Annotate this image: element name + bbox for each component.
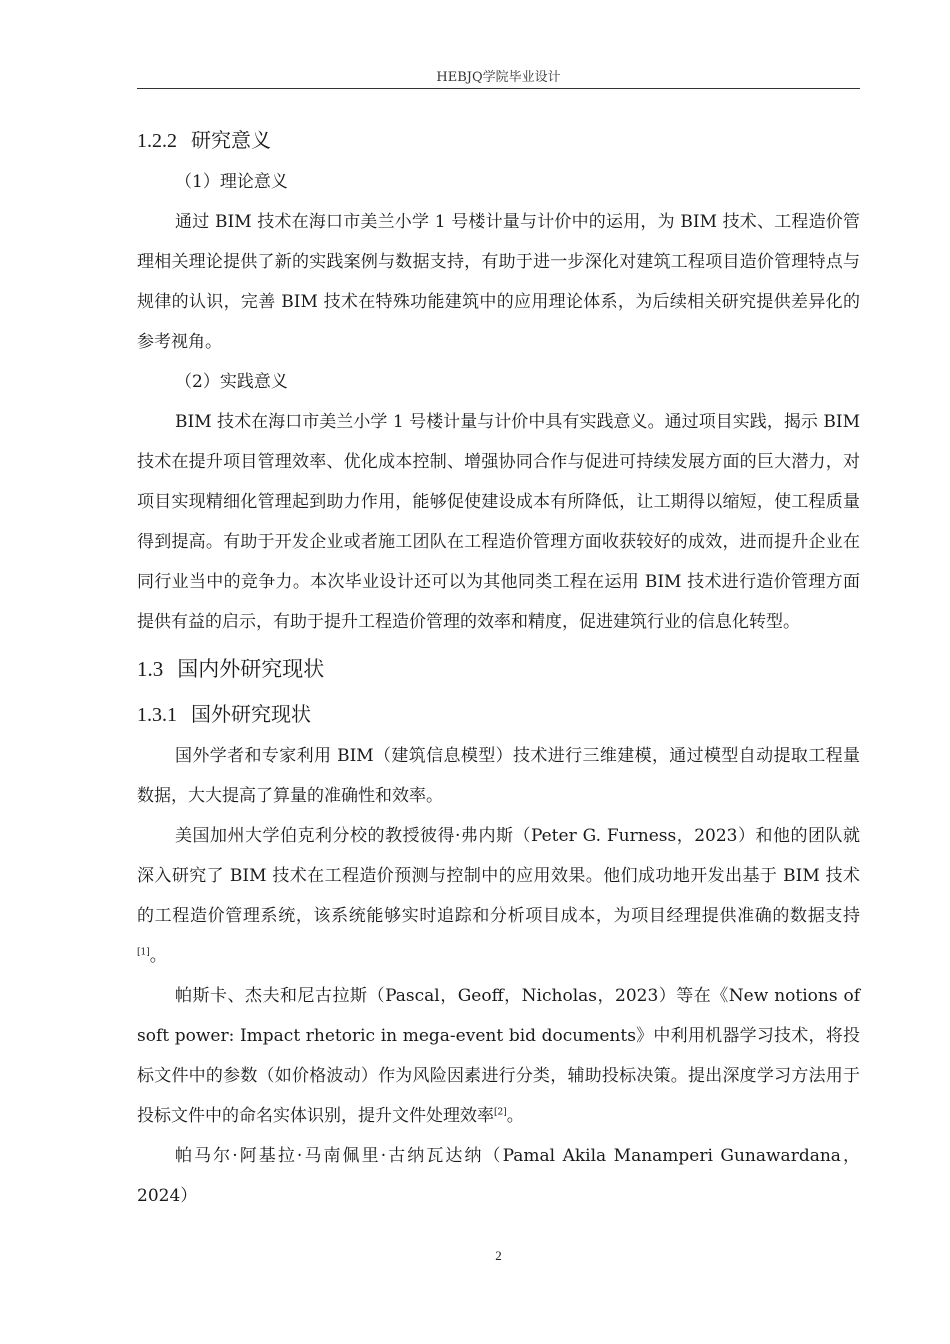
subheading-practice: （2）实践意义	[175, 372, 288, 392]
paragraph-practice: BIM 技术在海口市美兰小学 1 号楼计量与计价中具有实践意义。通过项目实践，揭示 BIM 技术在提升项目管理效率、优化成本控制、增强协同合作与促进可持续发展方面的巨大潜力，对项目实现精细化管理起到助力作用，能够促使建设成本有所降低，让工期得以缩短，使工程质量得到提高。有助于开发企业或者施工团队在工程造价管理方面收获较好的成效，进而提升企业在同行业当中的竞争力。本次毕业设计还可以为其他同类工程在运用 BIM 技术进行造价管理方面提供有益的启示，有助于提升工程造价管理的效率和精度，促进建筑行业的信息化转型。	[137, 412, 860, 632]
paragraph-foreign-2	[137, 816, 860, 976]
heading-1-3-1	[137, 692, 860, 736]
heading-number: 1.3.1	[137, 704, 177, 726]
paragraph-end: 。	[149, 946, 167, 966]
paragraph-foreign-4: 帕马尔·阿基拉·马南佩里·古纳瓦达纳（Pamal Akila Manamperi Gunawardana，2024）	[137, 1146, 860, 1206]
heading-number: 1.3	[137, 657, 164, 681]
paragraph-text: 帕斯卡、杰夫和尼古拉斯（Pascal，Geoff，Nicholas，2023）等在《New notions of soft power: Impact rhetoric in mega-event bid documents》中利用机器学习技术，将投标文件中的参数（如价格波动）作为风险因素进行分类，辅助投标决策。提出深度学习方法用于投标文件中的命名实体识别，提升文件处理效率	[137, 986, 860, 1126]
heading-number: 1.2.2	[137, 130, 177, 152]
paragraph-text: 美国加州大学伯克利分校的教授彼得·弗内斯（Peter G. Furness，2023）和他的团队就深入研究了 BIM 技术在工程造价预测与控制中的应用效果。他们成功地开发出基于 BIM 技术的工程造价管理系统，该系统能够实时追踪和分析项目成本，为项目经理提供准确的数据支持	[137, 826, 860, 926]
header-rule	[137, 88, 860, 89]
paragraph-foreign-3	[137, 976, 860, 1136]
paragraph-foreign-1: 国外学者和专家利用 BIM（建筑信息模型）技术进行三维建模，通过模型自动提取工程量数据，大大提高了算量的准确性和效率。	[137, 746, 860, 806]
paragraph-end: 。	[506, 1106, 524, 1126]
heading-1-2-2	[137, 118, 860, 162]
citation-ref-1: [1]	[137, 947, 150, 958]
heading-1-3	[137, 646, 860, 692]
page-number: 2	[495, 1248, 502, 1263]
paragraph-theory: 通过 BIM 技术在海口市美兰小学 1 号楼计量与计价中的运用，为 BIM 技术、工程造价管理相关理论提供了新的实践案例与数据支持，有助于进一步深化对建筑工程项目造价管理特点与规律的认识，完善 BIM 技术在特殊功能建筑中的应用理论体系，为后续相关研究提供差异化的参考视角。	[137, 212, 860, 352]
page-header: HEBJQ学院毕业设计	[436, 70, 561, 85]
heading-text: 国内外研究现状	[177, 657, 325, 681]
heading-text: 国外研究现状	[191, 702, 311, 726]
document-body	[137, 118, 860, 1216]
citation-ref-2: [2]	[494, 1107, 507, 1118]
subheading-theory: （1）理论意义	[175, 172, 288, 192]
heading-text: 研究意义	[191, 128, 271, 152]
